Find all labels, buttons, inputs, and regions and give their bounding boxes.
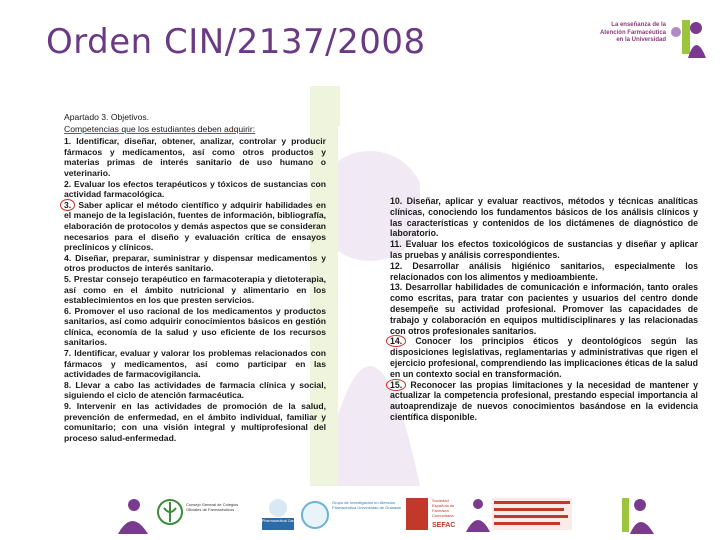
competency-number: 9. [64, 401, 72, 412]
document-right-column [390, 196, 698, 423]
right-items-list [390, 196, 698, 423]
competency-item [64, 401, 326, 443]
competency-item [64, 306, 326, 348]
competency-item [390, 282, 698, 336]
competency-number: 11. [390, 239, 402, 250]
competency-text: Identificar, diseñar, obtener, analizar, controlar y producir fármacos y medicamentos, así como otros productos y materias primas de interés sanitario de uso humano o veterinario. [64, 136, 326, 178]
competency-text: Diseñar, aplicar y evaluar reactivos, métodos y técnicas analíticas clínicas, conociendo los fundamentos básicos de los análisis clínicos y las características y contenidos de los dictámenes de diagnóstico de laboratorio. [390, 196, 698, 239]
competency-number: 7. [64, 348, 72, 359]
purple-figure-icon-2 [464, 496, 490, 532]
footer-logos [0, 492, 720, 538]
competency-item [64, 274, 326, 306]
document-heading: Apartado 3. Objetivos. [64, 112, 150, 122]
competency-item [390, 261, 698, 283]
competency-number: 8. [64, 379, 72, 390]
competency-text: Saber aplicar el método científico y adquirir habilidades en el manejo de la legislación, fuentes de información, bibliografía, elaboración de protocolos y demás aspectos que se consideran necesarios para el diseño y evaluación crítica de ensayos preclínicos y clínicos. [64, 199, 326, 253]
logo-line-3: en la Universidad [616, 37, 666, 43]
competency-number: 10. [390, 196, 403, 206]
competency-item [390, 239, 698, 261]
purple-figure-icon [112, 496, 150, 534]
competency-item [64, 136, 326, 178]
left-items-list [64, 136, 326, 443]
competency-item [390, 380, 698, 423]
competency-number: 2. [64, 178, 72, 189]
competency-text: Conocer los principios éticos y deontológicos según las disposiciones legislativas, reglamentarias y administrativas que rigen el ejercicio profesional, comprendiendo las implicaciones éticas de la salud en un contexto social en transformación. [390, 336, 698, 379]
slide-title: Orden CIN/2137/2008 [46, 22, 426, 62]
competency-number: 1. [64, 136, 72, 147]
competency-number: 4. [64, 252, 72, 263]
people-figure-icon [668, 18, 708, 60]
competency-item [64, 253, 326, 274]
people-logo-icon [616, 496, 656, 534]
document-left-column [64, 112, 326, 443]
sefac-red-icon [404, 496, 430, 532]
competency-number: 3. [60, 199, 75, 211]
sefac-text: SEFAC [432, 522, 456, 529]
competency-item [390, 196, 698, 239]
university-logo [588, 18, 708, 60]
competency-number: 5. [64, 273, 72, 284]
competency-text: Desarrollar habilidades de comunicación e información, tanto orales como escritas, para tratar con pacientes y usuarios del centro donde desempeñe su actividad profesional. Promover las capacidades de trabajo y colaboración en equipos multidisciplinares y las relacionadas con otros profesionales sanitarios. [390, 282, 698, 336]
competency-item [64, 380, 326, 401]
competency-number: 6. [64, 305, 72, 316]
competency-number: 13. [390, 282, 403, 293]
consejo-emblem-icon [156, 498, 184, 528]
competency-text: Intervenir en las actividades de promoción de la salud, prevención de enfermedad, en el ámbito individual, familiar y comunitario; con una visión integral y multiprofesional del proceso salud-enfermedad. [64, 401, 326, 443]
competency-number: 14. [386, 335, 406, 347]
competency-text: Llevar a cabo las actividades de farmacia clínica y social, siguiendo el ciclo de atención farmacéutica. [64, 379, 326, 401]
pharmaceutical-care-text: Pharmaceutical Care [262, 519, 296, 523]
competency-text: Prestar consejo terapéutico en farmacoterapia y dietoterapia, así como en el ámbito nutricional y alimentario en los establecimientos en los que presten servicios. [64, 273, 326, 306]
document-subheading: Competencias que los estudiantes deben adquirir: [64, 123, 256, 134]
competency-item [64, 348, 326, 380]
competency-text: Promover el uso racional de los medicamentos y productos sanitarios, así como adquirir conocimientos básicos en gestión clínica, economía de la salud y uso eficiente de los recursos sanitarios. [64, 305, 326, 348]
competency-text: Diseñar, preparar, suministrar y dispensar medicamentos y otros productos de interés sanitario. [64, 252, 326, 274]
consejo-logo-text: Consejo General de Colegios Oficiales de Farmacéuticos [186, 502, 239, 512]
logo-line-2: Atención Farmacéutica [599, 29, 666, 36]
competency-number: 15. [386, 379, 406, 391]
competency-text: Identificar, evaluar y valorar los problemas relacionados con fármacos y medicamentos, así como participar en las actividades de farmacovigilancia. [64, 348, 326, 380]
logo-line-1: La enseñanza de la [611, 22, 666, 28]
red-list-logo-icon [492, 498, 572, 530]
competency-text: Evaluar los efectos terapéuticos y tóxicos de sustancias con actividad farmacológica. [64, 178, 326, 200]
competency-item [390, 336, 698, 379]
logo-text [600, 22, 666, 45]
grupo-investigacion-text: Grupo de Investigación en Atención Farmacéutica Universidad de Granada [332, 500, 401, 510]
competency-item [64, 179, 326, 200]
competency-number: 12. [390, 260, 403, 271]
competency-text: Desarrollar análisis higiénico sanitarios, especialmente los relacionados con los alimentos y medioambiente. [390, 260, 698, 282]
competency-text: Evaluar los efectos toxicológicos de sustancias y diseñar y aplicar las pruebas y análisis correspondientes. [390, 239, 698, 260]
competency-item [64, 200, 326, 253]
grupo-investigacion-icon [300, 498, 330, 532]
sefac-text-small: Sociedad Española de Farmacia Comunitaria [432, 498, 455, 518]
pharmaceutical-care-logo-icon [258, 496, 298, 534]
competency-text: Reconocer las propias limitaciones y la necesidad de mantener y actualizar la competencia profesional, prestando especial importancia al autoaprendizaje de nuevos conocimientos basándose en la evidencia científica disponible. [390, 379, 698, 422]
